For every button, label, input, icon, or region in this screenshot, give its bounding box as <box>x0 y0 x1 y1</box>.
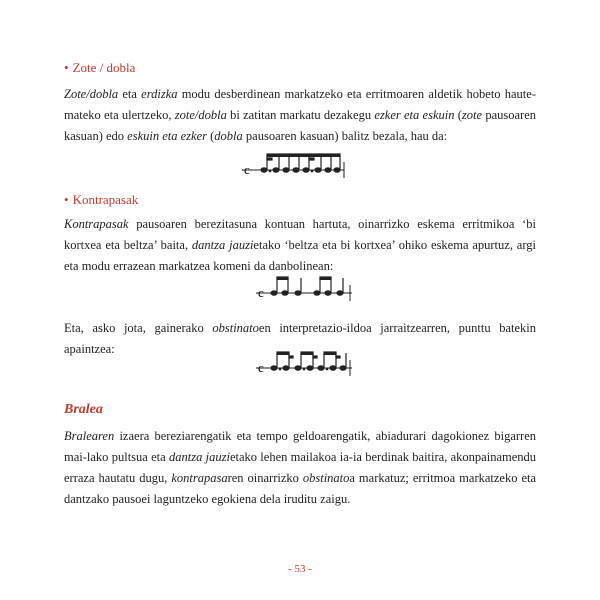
text-run: dantza jauzi <box>191 238 254 252</box>
text-run: zote/dobla <box>174 108 227 122</box>
note <box>295 366 301 370</box>
text-run: izaera bereziarengatik eta tempo geldoarengatik, abiadurari dagokionez bigarren mai-lako pultsua eta <box>64 429 536 464</box>
beam <box>267 158 272 160</box>
dot <box>326 368 328 370</box>
beam <box>336 356 340 358</box>
text-run: dantza jauzi <box>168 450 230 464</box>
text-run: etako ‘beltza eta bi kortxea’ ohiko eskema apurtuz, argi eta modu errazean markatzea komeni da danbolinean: <box>64 238 537 273</box>
beam <box>279 154 289 156</box>
text-run: pausoaren kasuan) balitz bezala, hau da: <box>242 129 448 143</box>
section-heading-zote <box>64 60 135 76</box>
time-signature: c <box>258 360 264 375</box>
text-run: pausoaren berezitasuna kontuan hartuta, oinarrizko eskema erritmikoa ‘bi kortxea eta beltza’ baita, <box>64 217 536 252</box>
note <box>295 291 301 295</box>
rhythm-notation-dotted <box>254 347 354 381</box>
text-run: kontrapasa <box>171 471 228 485</box>
note <box>261 168 267 172</box>
text-run: eta <box>118 87 142 101</box>
text-run: a markatuz; erritmoa markatzeko eta dantzako pausoei laguntzeko egokiena dela iruditu zaigu. <box>64 471 537 506</box>
beam <box>324 352 336 354</box>
time-signature: c <box>244 162 250 177</box>
beam <box>289 154 299 156</box>
text-run: Zote/dobla <box>64 87 119 101</box>
bullet: • <box>64 60 69 75</box>
note <box>325 291 331 295</box>
dot <box>279 368 281 370</box>
beam <box>309 154 321 156</box>
dot <box>269 170 271 172</box>
text-run: zote <box>461 108 483 122</box>
page-number: - 53 - <box>288 563 312 575</box>
note <box>271 291 277 295</box>
beam <box>301 352 313 354</box>
dot <box>303 368 305 370</box>
text-run: modu desberdinean markatzeko eta erritmoaren aldetik hobeto haute-mateko eta ulertzeko, <box>64 87 536 122</box>
note <box>330 366 336 370</box>
text-run: ren oinarrizko <box>227 471 303 485</box>
time-signature: c <box>258 285 264 300</box>
beam <box>277 277 288 279</box>
text-run: dobla <box>214 129 243 143</box>
note <box>293 168 299 172</box>
notes <box>271 352 346 370</box>
note <box>282 291 288 295</box>
text-run: obstinato <box>212 321 259 335</box>
rhythm-notation-kontrapasak <box>254 272 354 306</box>
beam <box>331 154 340 156</box>
text-run: Bralearen <box>64 429 115 443</box>
text-run: etako lehen mailakoa ia-ia berdinak baitira, akonpainamendu erraza hautatu dugu, <box>64 450 537 485</box>
note <box>340 366 346 370</box>
section-title: Kontrapasak <box>72 192 139 207</box>
beam <box>299 154 309 156</box>
beam <box>309 158 314 160</box>
note <box>283 168 289 172</box>
note <box>271 366 277 370</box>
note <box>314 291 320 295</box>
text-run: eskuin eta ezker <box>127 129 207 143</box>
text-run: ( <box>207 129 215 143</box>
notes <box>261 154 340 172</box>
text-run: Eta, asko jota, gainerako <box>64 321 213 335</box>
paragraph-zote <box>64 84 536 147</box>
beam <box>267 154 279 156</box>
rhythm-notation-zote <box>238 148 348 184</box>
text-run: ezker eta eskuin <box>374 108 455 122</box>
text-run: en interpretazio-ildoa jarraitzearren, punttu batekin apaintzea: <box>64 321 536 356</box>
text-run: erdizka <box>141 87 178 101</box>
text-run: bi zatitan markatu dezakegu <box>226 108 375 122</box>
text-run: obstinato <box>302 471 350 485</box>
section-heading-kontrapasak <box>64 192 138 208</box>
note <box>318 366 324 370</box>
bullet: • <box>64 192 69 207</box>
beam <box>313 356 317 358</box>
note <box>325 168 331 172</box>
section-heading-bralea: Bralea <box>64 402 103 417</box>
note <box>315 168 321 172</box>
beam <box>321 154 331 156</box>
note <box>337 291 343 295</box>
dot <box>311 170 313 172</box>
beam <box>289 356 293 358</box>
note <box>283 366 289 370</box>
note <box>273 168 279 172</box>
paragraph-bralea <box>64 426 536 510</box>
text-run: pausoaren kasuan) edo <box>64 108 536 143</box>
notes <box>271 277 343 295</box>
text-run: ( <box>454 108 462 122</box>
note <box>307 366 313 370</box>
note <box>334 168 340 172</box>
beam <box>320 277 331 279</box>
beam <box>277 352 289 354</box>
section-title: Zote / dobla <box>72 60 136 75</box>
paragraph-kontrapasak <box>64 214 536 277</box>
note <box>303 168 309 172</box>
text-run: Kontrapasak <box>64 217 129 231</box>
